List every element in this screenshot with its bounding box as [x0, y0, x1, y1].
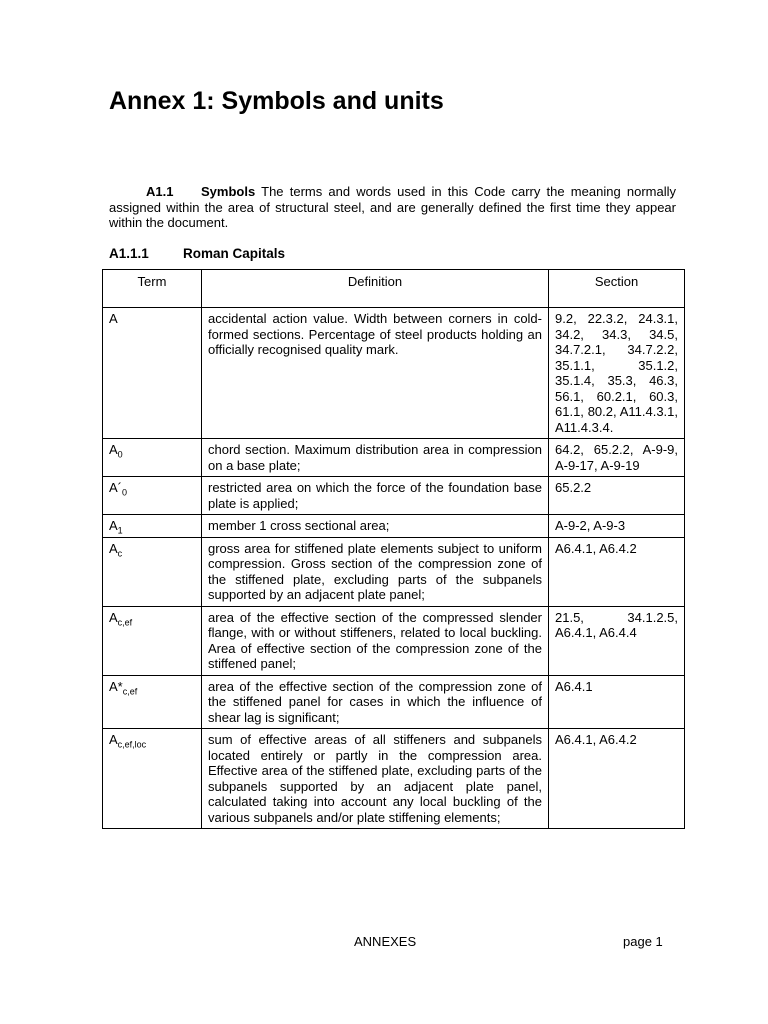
subsection-number: A1.1.1 — [109, 246, 149, 261]
term-cell — [103, 606, 202, 675]
term-symbol: A — [109, 609, 118, 625]
term-symbol: A* — [109, 678, 123, 694]
term-cell — [103, 439, 202, 477]
header-section: Section — [549, 270, 685, 308]
section-cell: 64.2, 65.2.2, A-9-9, A-9-17, A-9-19 — [549, 439, 685, 477]
table-row — [103, 439, 685, 477]
term-subscript: 1 — [117, 525, 123, 536]
term-subscript: c,ef,loc — [117, 739, 147, 750]
section-cell: A6.4.1 — [549, 675, 685, 729]
term-symbol: A´ — [109, 480, 122, 495]
header-term: Term — [103, 270, 202, 308]
definition-cell: area of the effective section of the compressed slender flange, with or without stiffeners, related to local buckling. Area of effective section of the compression zone of the stiffened panel; — [202, 606, 549, 675]
definition-cell: area of the effective section of the compression zone of the stiffened panel for cases in which the influence of shear lag is significant; — [202, 675, 549, 729]
section-cell: A6.4.1, A6.4.2 — [549, 729, 685, 829]
section-cell: A6.4.1, A6.4.2 — [549, 537, 685, 606]
term-symbol: A — [109, 442, 118, 457]
intro-keyword: Symbols — [201, 184, 256, 199]
term-symbol: A — [109, 311, 118, 326]
term-cell — [103, 729, 202, 829]
intro-number: A1.1 — [146, 184, 174, 199]
section-cell: 21.5, 34.1.2.5, A6.4.1, A6.4.4 — [549, 606, 685, 675]
table-header-row — [103, 270, 685, 308]
table-body — [103, 308, 685, 829]
section-cell: 65.2.2 — [549, 477, 685, 515]
intro-text: The terms and words used in this Code carry the meaning normally assigned within the area of structural steel, and are generally defined the first time they appear within the document. — [109, 184, 676, 231]
header-definition: Definition — [202, 270, 549, 308]
term-symbol: A — [109, 732, 118, 747]
definition-cell: chord section. Maximum distribution area in compression on a base plate; — [202, 439, 549, 477]
section-cell: 9.2, 22.3.2, 24.3.1, 34.2, 34.3, 34.5, 34.7.2.1, 34.7.2.2, 35.1.1, 35.1.2, 35.1.4, 35.3, 46.3, 56.1, 60.2.1, 60.3, 61.1, 80.2, A11.4.3.1, A11.4.3.4. — [549, 308, 685, 439]
table-row — [103, 308, 685, 439]
table-row — [103, 477, 685, 515]
term-subscript: c,ef — [122, 686, 138, 697]
term-cell — [103, 308, 202, 439]
term-subscript: 0 — [122, 487, 128, 498]
term-subscript: c,ef — [117, 617, 133, 628]
section-cell: A-9-2, A-9-3 — [549, 515, 685, 538]
term-cell — [103, 537, 202, 606]
term-symbol: A — [109, 518, 118, 533]
table-row — [103, 537, 685, 606]
term-symbol: A — [109, 540, 118, 556]
term-subscript: c — [117, 548, 123, 559]
table-row — [103, 675, 685, 729]
subsection-title: Roman Capitals — [183, 246, 286, 261]
term-cell — [103, 477, 202, 515]
table-row — [103, 606, 685, 675]
symbols-table — [102, 269, 685, 829]
definition-cell: sum of effective areas of all stiffeners and subpanels located entirely or partly in the compression area. Effective area of the stiffened plate, excluding parts of the subpanels supported by an adjacent plate panel, calculated taking into account any local buckling of the various subpanels and/or plate stiffening elements; — [202, 729, 549, 829]
term-cell — [103, 515, 202, 538]
footer-label: ANNEXES — [354, 934, 417, 949]
definition-cell: restricted area on which the force of the foundation base plate is applied; — [202, 477, 549, 515]
table-row — [103, 515, 685, 538]
table-row — [103, 729, 685, 829]
page-number: page 1 — [623, 934, 663, 949]
term-cell — [103, 675, 202, 729]
term-subscript: 0 — [117, 449, 123, 460]
definition-cell: accidental action value. Width between corners in cold-formed sections. Percentage of steel products holding an officially recognised quality mark. — [202, 308, 549, 439]
page-title: Annex 1: Symbols and units — [109, 87, 444, 115]
definition-cell: gross area for stiffened plate elements subject to uniform compression. Gross section of the compression zone of the stiffened plate, excluding parts of the subpanels supported by an adjacent plate panel; — [202, 537, 549, 606]
subsection-heading — [109, 245, 285, 263]
definition-cell: member 1 cross sectional area; — [202, 515, 549, 538]
intro-paragraph — [109, 184, 676, 231]
